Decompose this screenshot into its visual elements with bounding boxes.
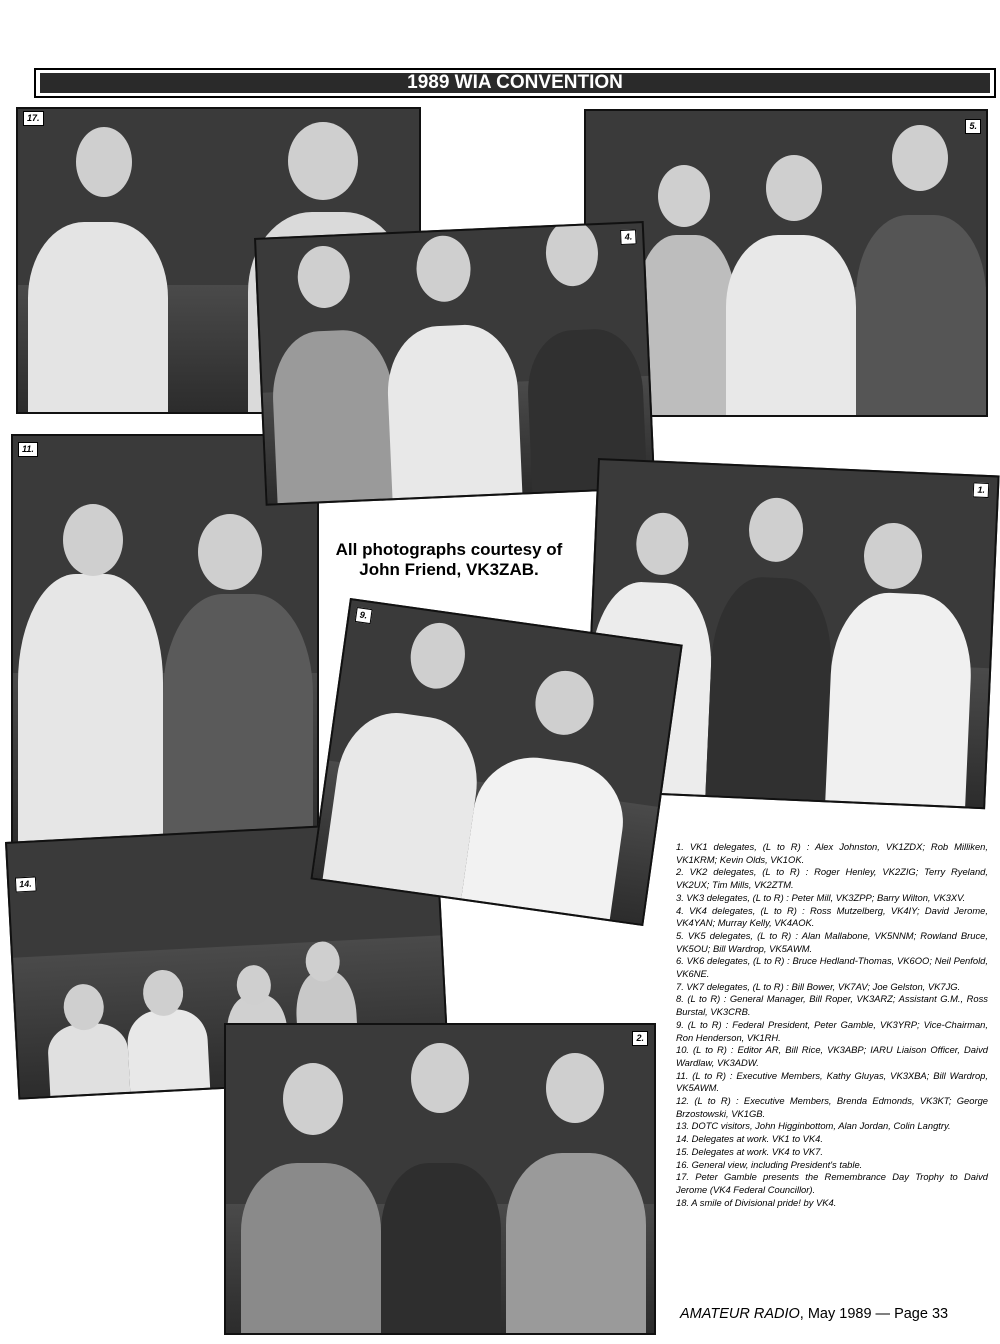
caption-item: 6. VK6 delegates, (L to R) : Bruce Hedland-Thomas, VK6OO; Neil Penfold, VK6NE. xyxy=(676,955,988,980)
photo-2 xyxy=(224,1023,656,1335)
caption-item: 14. Delegates at work. VK1 to VK4. xyxy=(676,1133,823,1145)
caption-item: 4. VK4 delegates, (L to R) : Ross Mutzelberg, VK4IY; David Jerome, VK4YAN; Murray Kelly, VK4AOK. xyxy=(676,904,988,929)
caption-item: 8. (L to R) : General Manager, Bill Roper, VK3ARZ; Assistant G.M., Ross Burstal, VK3CRB. xyxy=(676,993,988,1018)
page-header xyxy=(34,68,996,98)
photo-number: 11. xyxy=(18,442,38,457)
caption-item: 16. General view, including President's table. xyxy=(676,1158,863,1170)
caption-list xyxy=(676,841,988,1209)
caption-item: 13. DOTC visitors, John Higginbottom, Alan Jordan, Colin Langtry. xyxy=(676,1120,951,1132)
caption-item: 3. VK3 delegates, (L to R) : Peter Mill, VK3ZPP; Barry Wilton, VK3XV. xyxy=(676,891,966,903)
caption-item: 12. (L to R) : Executive Members, Brenda Edmonds, VK3KT; George Brzostowski, VK1GB. xyxy=(676,1095,988,1119)
photo-number: 4. xyxy=(620,229,636,245)
caption-item: 9. (L to R) : Federal President, Peter Gamble, VK3YRP; Vice-Chairman, Ron Henderson, VK1RH. xyxy=(676,1018,988,1043)
photo-number: 1. xyxy=(973,482,989,498)
photo-credit-line-2: John Friend, VK3ZAB. xyxy=(359,560,539,579)
photo-number: 5. xyxy=(965,119,981,134)
caption-item: 10. (L to R) : Editor AR, Bill Rice, VK3ABP; IARU Liaison Officer, Daivd Wardlaw, VK3ADW. xyxy=(676,1044,988,1068)
caption-item: 18. A smile of Divisional pride! by VK4. xyxy=(676,1196,837,1208)
caption-item: 7. VK7 delegates, (L to R) : Bill Bower, VK7AV; Joe Gelston, VK7JG. xyxy=(676,980,961,992)
photo-number: 9. xyxy=(355,607,372,624)
caption-item: 11. (L to R) : Executive Members, Kathy Gluyas, VK3XBA; Bill Wardrop, VK5AWM. xyxy=(676,1069,988,1094)
photo-number: 14. xyxy=(15,876,36,892)
magazine-name: AMATEUR RADIO xyxy=(680,1306,800,1322)
photo-9 xyxy=(310,598,682,926)
caption-item: 5. VK5 delegates, (L to R) : Alan Mallabone, VK5NNM; Rowland Bruce, VK5OU; Bill Wardrop, VK5AWM. xyxy=(676,929,988,954)
photo-credit-line-1: All photographs courtesy of xyxy=(335,540,563,559)
caption-item: 17. Peter Gamble presents the Remembrance Day Trophy to Daivd Jerome (VK4 Federal Councillor). xyxy=(676,1171,988,1195)
caption-item: 15. Delegates at work. VK4 to VK7. xyxy=(676,1145,823,1157)
photo-4 xyxy=(254,221,655,506)
caption-item: 1. VK1 delegates, (L to R) : Alex Johnston, VK1ZDX; Rob Milliken, VK1KRM; Kevin Olds, VK1OK. xyxy=(676,841,988,865)
page-footer xyxy=(680,1306,990,1322)
photo-number: 17. xyxy=(23,111,44,126)
photo-number: 2. xyxy=(632,1031,648,1046)
issue-info: , May 1989 — Page 33 xyxy=(799,1306,949,1322)
page-title: 1989 WIA CONVENTION xyxy=(40,73,990,93)
caption-item: 2. VK2 delegates, (L to R) : Roger Henley, VK2ZIG; Terry Ryeland, VK2UX; Tim Mills, VK2ZTM. xyxy=(676,866,988,891)
photo-credit xyxy=(298,540,600,580)
